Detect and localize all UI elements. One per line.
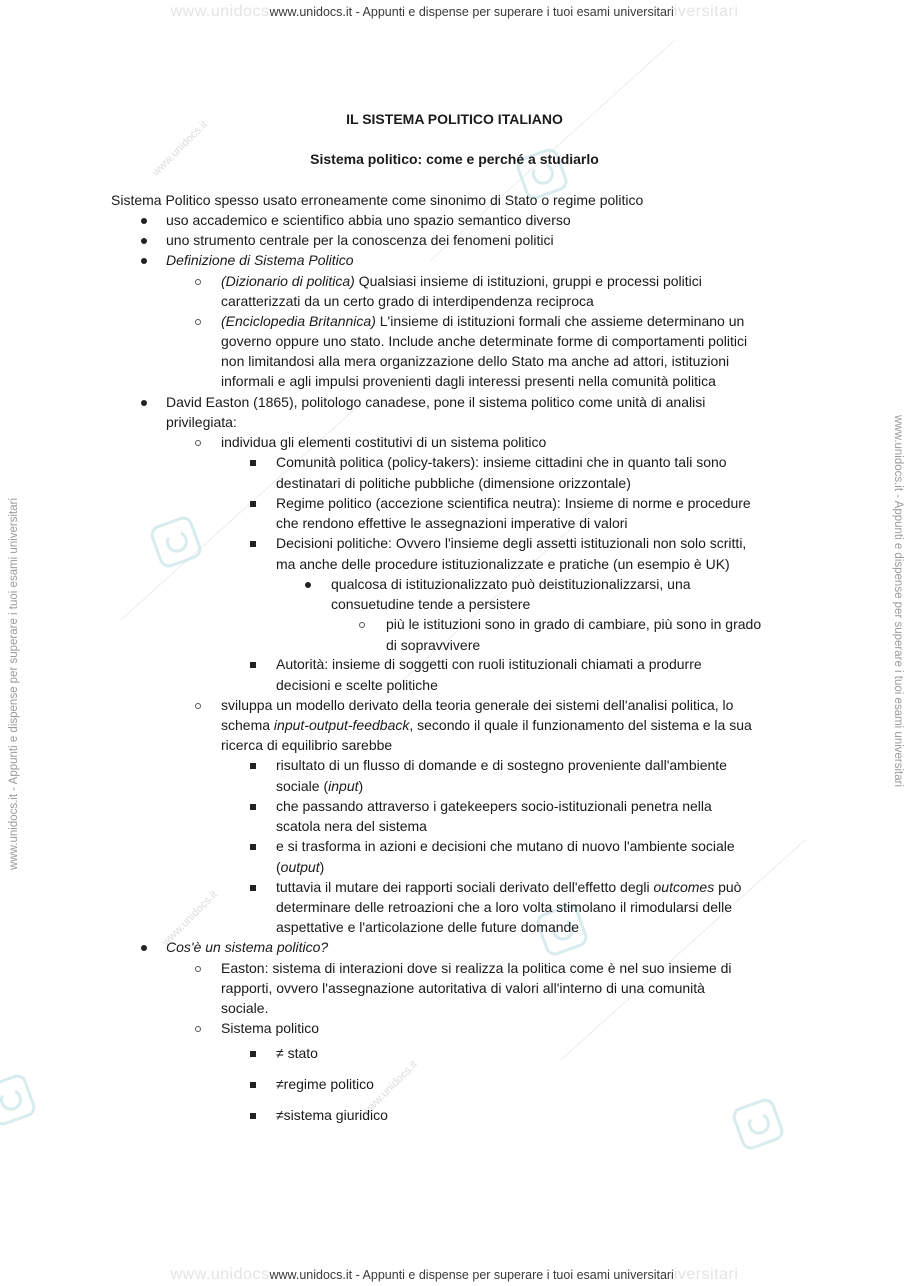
- bullet-disc: [141, 218, 147, 224]
- text-line: consuetudine tende a persistere: [331, 596, 531, 612]
- bullet-disc: [141, 945, 147, 951]
- text-line: aspettative e l'articolazione delle future domande: [276, 919, 580, 935]
- banner-text: www.unidocs.it - Appunti e dispense per superare i tuoi esami universitari: [269, 5, 674, 19]
- watermark-text: www.unidocs.it: [160, 888, 220, 949]
- text-line: Sistema Politico spesso usato erroneamente come sinonimo di Stato o regime politico: [111, 192, 644, 208]
- list-item: Definizione di Sistema Politico: [166, 252, 354, 268]
- list-item: Autorità: insieme di soggetti con ruoli istituzionali chiamati a produrre: [276, 656, 702, 672]
- banner-ghost-right: iversitari: [673, 3, 739, 20]
- side-watermark-right: www.unidocs.it - Appunti e dispense per superare i tuoi esami universitari: [892, 415, 904, 788]
- bullet-square: [250, 844, 256, 850]
- list-item: ≠regime politico: [276, 1076, 374, 1092]
- bullet-disc: [141, 400, 147, 406]
- watermark-text: www.unidocs.it: [150, 118, 210, 179]
- list-item: ≠ stato: [276, 1045, 318, 1061]
- unidocs-logo-watermark: [730, 1096, 786, 1152]
- text-line: di sopravvivere: [386, 637, 481, 653]
- side-watermark-left: www.unidocs.it - Appunti e dispense per superare i tuoi esami universitari: [8, 497, 20, 870]
- list-item: qualcosa di istituzionalizzato può deistituzionalizzarsi, una: [331, 576, 691, 592]
- banner-ghost-left: www.unidocs: [170, 1266, 270, 1283]
- text-line: ricerca di equilibrio sarebbe: [221, 737, 393, 753]
- list-item: Cos'è un sistema politico?: [166, 939, 329, 955]
- bullet-square: [250, 1082, 256, 1088]
- list-item: uno strumento centrale per la conoscenza dei fenomeni politici: [166, 232, 554, 248]
- text-line: non limitandosi alla mera organizzazione dello Stato ma anche ad attori, istituzioni: [221, 353, 730, 369]
- list-item: che passando attraverso i gatekeepers socio-istituzionali penetra nella: [276, 798, 712, 814]
- bullet-circle: [195, 319, 201, 325]
- list-item: (Enciclopedia Britannica) L'insieme di istituzioni formali che assieme determinano un: [221, 313, 745, 329]
- list-item: più le istituzioni sono in grado di cambiare, più sono in grado: [386, 616, 762, 632]
- bullet-circle: [359, 622, 365, 628]
- list-item: risultato di un flusso di domande e di sostegno proveniente dall'ambiente: [276, 757, 727, 773]
- banner-ghost-left: www.unidocs: [170, 3, 270, 20]
- text-line: sociale.: [221, 1000, 269, 1016]
- unidocs-logo-watermark: [148, 514, 204, 570]
- page-subtitle: Sistema politico: come e perché a studiarlo: [310, 151, 599, 167]
- list-item: Easton: sistema di interazioni dove si realizza la politica come è nel suo insieme di: [221, 960, 732, 976]
- text-line: decisioni e scelte politiche: [276, 677, 438, 693]
- text-line: caratterizzati da un certo grado di interdipendenza reciproca: [221, 293, 594, 309]
- text-line: scatola nera del sistema: [276, 818, 427, 834]
- header-banner: [0, 3, 909, 21]
- list-item: (Dizionario di politica) Qualsiasi insieme di istituzioni, gruppi e processi politici: [221, 273, 702, 289]
- bullet-disc: [141, 258, 147, 264]
- bullet-circle: [195, 279, 201, 285]
- bullet-circle: [195, 440, 201, 446]
- list-item: e si trasforma in azioni e decisioni che mutano di nuovo l'ambiente sociale: [276, 838, 735, 854]
- text-line: informali e agli impulsi provenienti dagli interessi presenti nella comunità politica: [221, 373, 716, 389]
- bullet-circle: [195, 966, 201, 972]
- list-item: Regime politico (accezione scientifica neutra): Insieme di norme e procedure: [276, 495, 751, 511]
- text-line: che rendono effettive le assegnazioni imperative di valori: [276, 515, 628, 531]
- text-line: destinatari di politiche pubbliche (dimensione orizzontale): [276, 475, 631, 491]
- bullet-disc: [305, 582, 311, 588]
- list-item: Decisioni politiche: Ovvero l'insieme degli assetti istituzionali non solo scritti,: [276, 535, 747, 551]
- text-line: schema input-output-feedback, secondo il quale il funzionamento del sistema e la sua: [221, 717, 752, 733]
- text-line: ma anche delle procedure istituzionalizzate e pratiche (un esempio è UK): [276, 556, 730, 572]
- list-item: ≠sistema giuridico: [276, 1107, 388, 1123]
- text-line: sociale (input): [276, 778, 364, 794]
- list-item: David Easton (1865), politologo canadese, pone il sistema politico come unità di analisi: [166, 394, 706, 410]
- bullet-circle: [195, 1026, 201, 1032]
- watermark-line: [560, 839, 806, 1061]
- list-item: Comunità politica (policy-takers): insieme cittadini che in quanto tali sono: [276, 454, 727, 470]
- bullet-square: [250, 1051, 256, 1057]
- bullet-square: [250, 804, 256, 810]
- banner-ghost-right: iversitari: [673, 1266, 739, 1283]
- bullet-square: [250, 763, 256, 769]
- text-line: determinare delle retroazioni che a loro volta stimolano il rimodularsi delle: [276, 899, 732, 915]
- bullet-square: [250, 541, 256, 547]
- bullet-square: [250, 1113, 256, 1119]
- bullet-disc: [141, 238, 147, 244]
- bullet-square: [250, 501, 256, 507]
- bullet-square: [250, 460, 256, 466]
- list-item: tuttavia il mutare dei rapporti sociali derivato dell'effetto degli outcomes può: [276, 879, 742, 895]
- page-title: IL SISTEMA POLITICO ITALIANO: [346, 111, 563, 127]
- bullet-circle: [195, 703, 201, 709]
- list-item: sviluppa un modello derivato della teoria generale dei sistemi dell'analisi politica, lo: [221, 697, 734, 713]
- list-item: uso accademico e scientifico abbia uno spazio semantico diverso: [166, 212, 571, 228]
- list-item: individua gli elementi costitutivi di un sistema politico: [221, 434, 547, 450]
- unidocs-logo-watermark: [0, 1072, 38, 1128]
- watermark-text: www.unidocs.it: [360, 1058, 420, 1119]
- text-line: privilegiata:: [166, 414, 237, 430]
- footer-banner: [0, 1266, 909, 1284]
- bullet-square: [250, 885, 256, 891]
- list-item: Sistema politico: [221, 1020, 320, 1036]
- banner-text: www.unidocs.it - Appunti e dispense per superare i tuoi esami universitari: [269, 1268, 674, 1282]
- bullet-square: [250, 662, 256, 668]
- text-line: (output): [276, 859, 325, 875]
- text-line: governo oppure uno stato. Include anche determinate forme di comportamenti politici: [221, 333, 748, 349]
- text-line: rapporti, ovvero l'assegnazione autoritativa di valori all'interno di una comunità: [221, 980, 705, 996]
